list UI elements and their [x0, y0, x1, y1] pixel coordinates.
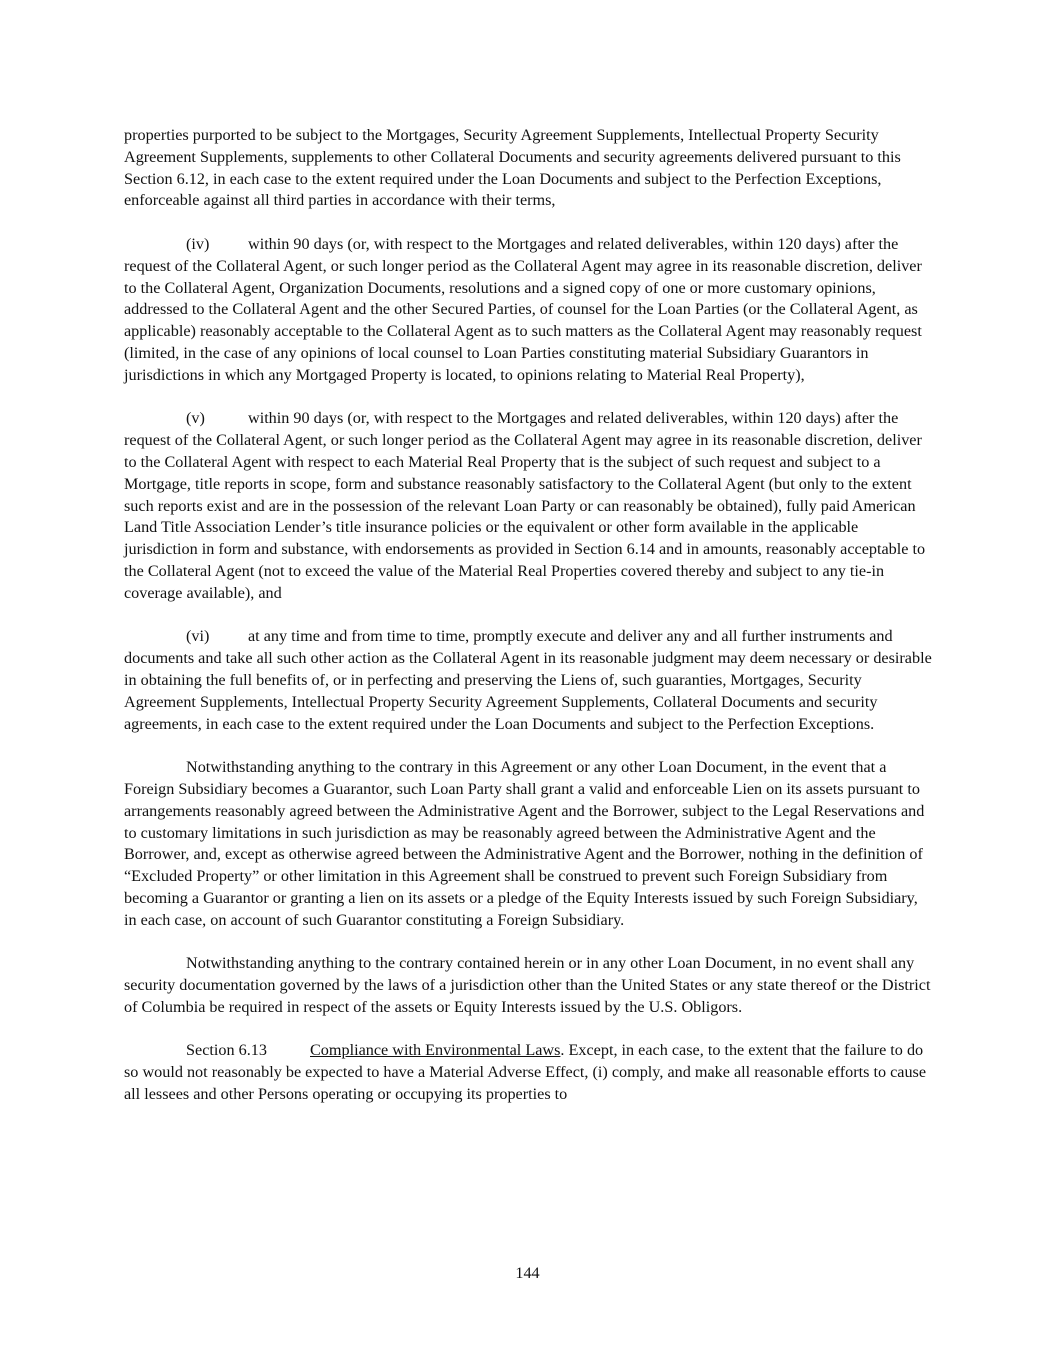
clause-v-number: (v) — [186, 409, 205, 428]
section-6-13-heading-punct: . — [560, 1041, 565, 1060]
clause-vi — [124, 626, 932, 735]
document-page — [124, 125, 932, 1128]
paragraph-foreign-subsidiary: Notwithstanding anything to the contrary in this Agreement or any other Loan Document, in the event that a Foreign Subsidiary becomes a Guarantor, such Loan Party shall grant a valid and enforceable Lien on its assets pursuant to arrangements reasonably agreed between the Administrative Agent and the Borrower, subject to the Legal Reservations and to customary limitations in such jurisdiction as may be reasonably agreed between the Administrative Agent and the Borrower, and, except as otherwise agreed between the Administrative Agent and the Borrower, nothing in the definition of “Excluded Property” or other limitation in this Agreement shall be construed to prevent such Foreign Subsidiary from becoming a Guarantor or granting a lien on its assets or a pledge of the Equity Interests issued by such Foreign Subsidiary, in each case, on account of such Guarantor constituting a Foreign Subsidiary. — [124, 758, 925, 929]
clause-vi-number: (vi) — [186, 627, 210, 646]
clause-iv-text: within 90 days (or, with respect to the Mortgages and related deliverables, within 120 days) after the request of the Collateral Agent, or such longer period as the Collateral Agent may agree in its reasonable discretion, deliver to the Collateral Agent, Organization Documents, resolutions and a signed copy of one or more customary opinions, addressed to the Collateral Agent and the other Secured Parties, of counsel for the Loan Parties (or the Collateral Agent, as applicable) reasonably acceptable to the Collateral Agent as to such matters as the Collateral Agent may reasonably request (limited, in the case of any opinions of local counsel to Loan Parties constituting material Subsidiary Guarantors in jurisdictions in which any Mortgaged Property is located, to opinions relating to Material Real Property), — [124, 234, 922, 384]
page-number: 144 — [515, 1264, 540, 1282]
clause-iv — [124, 234, 932, 387]
section-6-13-text: Except, in each case, to the extent that the failure to do so would not reasonably be expected to have a Material Adverse Effect, (i) comply, and make all reasonable efforts to cause all lessees and other Persons operating or occupying its properties to — [124, 1041, 927, 1104]
clause-iv-number: (iv) — [186, 234, 210, 253]
paragraph-continued: properties purported to be subject to the Mortgages, Security Agreement Supplements, Intellectual Property Security Agreement Supplements, supplements to other Collateral Documents and security agreements delivered pursuant to this Section 6.12, in each case to the extent required under the Loan Documents and subject to the Perfection Exceptions, enforceable against all third parties in accordance with their terms, — [124, 126, 901, 210]
clause-v-text: within 90 days (or, with respect to the Mortgages and related deliverables, within 120 days) after the request of the Collateral Agent, or such longer period as the Collateral Agent may agree in its reasonable discretion, deliver to the Collateral Agent with respect to each Material Real Property that is the subject of such request and subject to a Mortgage, title reports in scope, form and substance reasonably satisfactory to the Collateral Agent (but only to the extent such reports exist and are in the possession of the relevant Loan Party or can reasonably be obtained), fully paid American Land Title Association Lender’s title insurance policies or the equivalent or other form available in the applicable jurisdiction in form and substance, with endorsements as provided in Section 6.14 and in amounts, reasonably acceptable to the Collateral Agent (not to exceed the value of the Material Real Properties covered thereby and subject to any tie-in coverage available), and — [124, 409, 926, 602]
section-6-13-number: Section 6.13 — [186, 1041, 267, 1060]
clause-vi-text: at any time and from time to time, promptly execute and deliver any and all further instruments and documents and take all such other action as the Collateral Agent in its reasonable judgment may deem necessary or desirable in obtaining the full benefits of, or in perfecting and preserving the Liens of, such guaranties, Mortgages, Security Agreement Supplements, Intellectual Property Security Agreement Supplements, Collateral Documents and security agreements, in each case to the extent required under the Loan Documents and subject to the Perfection Exceptions. — [124, 627, 932, 733]
clause-v — [124, 408, 932, 604]
section-6-13 — [124, 1040, 932, 1105]
section-6-13-heading: Compliance with Environmental Laws — [310, 1041, 561, 1060]
paragraph-us-obligors: Notwithstanding anything to the contrary contained herein or in any other Loan Document, in no event shall any security documentation governed by the laws of a jurisdiction other than the United States or any state thereof or the District of Columbia be required in respect of the assets or Equity Interests issued by the U.S. Obligors. — [124, 954, 931, 1016]
